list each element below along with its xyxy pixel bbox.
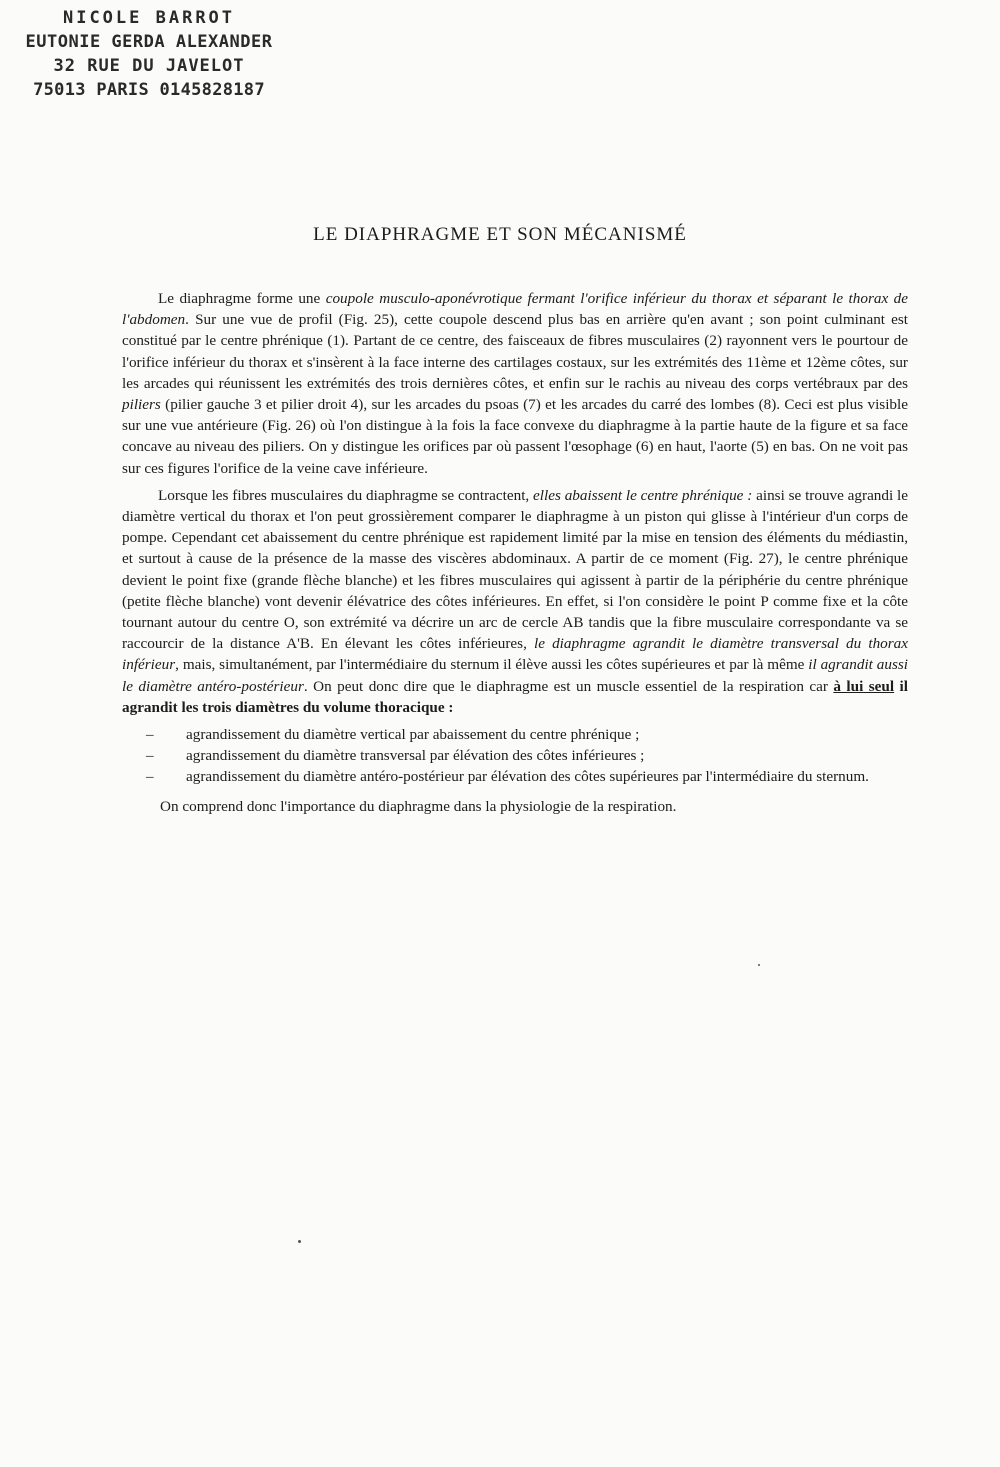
paragraph-1 — [122, 288, 908, 479]
stamp-street: 32 RUE DU JAVELOT — [53, 56, 245, 76]
page-title: LE DIAPHRAGME ET SON MÉCANISMÉ — [313, 224, 687, 245]
paragraph-1-italic-b: piliers — [122, 396, 161, 414]
paragraph-2-italic-c: il agrandit aussi le diamètre antéro-postérieur — [122, 656, 908, 695]
paragraph-2-text-d: . On peut donc dire que le diaphragme est un muscle essentiel de la respiration car — [303, 677, 834, 695]
paragraph-1-text-b: . Sur une vue de profil (Fig. 25), cette coupole descend plus bas en arrière qu'en avant ; son point culminant est constitué par le centre phrénique (1). Partant de ce centre, des faisceaux de fibres musculaires (2) rayonnent vers le pourtour de l'orifice inférieur du thorax et s'insèrent à la face interne des cartilages costaux, sur les extrémités des 11ème et 12ème côtes, sur les arcades qui réunissent les extrémités des trois dernières côtes, et enfin sur le rachis au niveau des corps vertébraux par des — [122, 311, 908, 392]
paragraph-2-bold-end: il agrandit les trois diamètres du volume thoracique : — [122, 677, 908, 716]
paragraph-1-text-c: (pilier gauche 3 et pilier droit 4), sur les arcades du psoas (7) et les arcades du carré des lombes (8). Ceci est plus visible sur une vue antérieure (Fig. 26) où l'on distingue à la fois la face convexe du diaphragme à la partie haute de la figure et sa face concave au niveau des piliers. On y distingue les orifices par où passent l'œsophage (6) en haut, l'aorte (5) en bas. On ne voit pas sur ces figures l'orifice de la veine cave inférieure. — [122, 396, 908, 477]
ink-speck — [298, 1240, 301, 1243]
stamp-organization: EUTONIE GERDA ALEXANDER — [25, 32, 273, 52]
list-dash: – — [146, 726, 154, 744]
address-stamp — [24, 6, 274, 102]
list-item-text: agrandissement du diamètre transversal par élévation des côtes inférieures ; — [186, 747, 645, 765]
paragraph-2-text-a: Lorsque les fibres musculaires du diaphragme se contractent, — [158, 486, 534, 504]
paragraph-2 — [122, 485, 908, 718]
paragraph-2-text-c: , mais, simultanément, par l'intermédiaire du sternum il élève aussi les côtes supérieures et par là même — [175, 656, 809, 674]
paragraph-2-underlined: à lui seul — [833, 677, 895, 695]
stamp-name: NICOLE BARROT — [62, 8, 236, 28]
ink-speck — [758, 964, 760, 966]
paragraph-2-italic-b: le diaphragme agrandit le diamètre transversal du thorax inférieur — [122, 635, 908, 674]
list-item — [146, 724, 908, 745]
list-item — [146, 766, 908, 787]
stamp-city-phone: 75013 PARIS 0145828187 — [33, 80, 265, 100]
list-item — [146, 745, 908, 766]
list-dash: – — [146, 768, 154, 786]
closing-sentence: On comprend donc l'importance du diaphragme dans la physiologie de la respiration. — [160, 797, 677, 815]
list-dash: – — [146, 747, 154, 765]
paragraph-2-italic-a: elles abaissent le centre phrénique : — [533, 486, 753, 504]
paragraph-1-italic-a: coupole musculo-aponévrotique fermant l'orifice inférieur du thorax et séparant le thorax de l'abdomen — [122, 290, 908, 329]
list-item-text: agrandissement du diamètre antéro-postérieur par élévation des côtes supérieures par l'intermédiaire du sternum. — [186, 768, 869, 786]
list-item-text: agrandissement du diamètre vertical par abaissement du centre phrénique ; — [186, 726, 640, 744]
paragraph-2-text-b: ainsi se trouve agrandi le diamètre vertical du thorax et l'on peut grossièrement comparer le diaphragme à un piston qui glisse à l'intérieur d'un corps de pompe. Cependant cet abaissement du centre phrénique est rapidement limité par la mise en tension des éléments du médiastin, et surtout à cause de la présence de la masse des viscères abdominaux. A partir de ce moment (Fig. 27), le centre phrénique devient le point fixe (grande flèche blanche) et les fibres musculaires qui agissent à partir de la périphérie du centre phrénique (petite flèche blanche) vont devenir élévatrice des côtes inférieures. En effet, si l'on considère le point P comme fixe et la côte tournant autour du centre O, son extrémité va décrire un arc de cercle AB tandis que la fibre musculaire correspondante va se raccourcir de la distance A'B. En élevant les côtes inférieures, — [122, 486, 908, 653]
document-body — [122, 288, 908, 823]
paragraph-1-text-a: Le diaphragme forme une — [158, 290, 326, 307]
diameter-list — [122, 724, 908, 788]
